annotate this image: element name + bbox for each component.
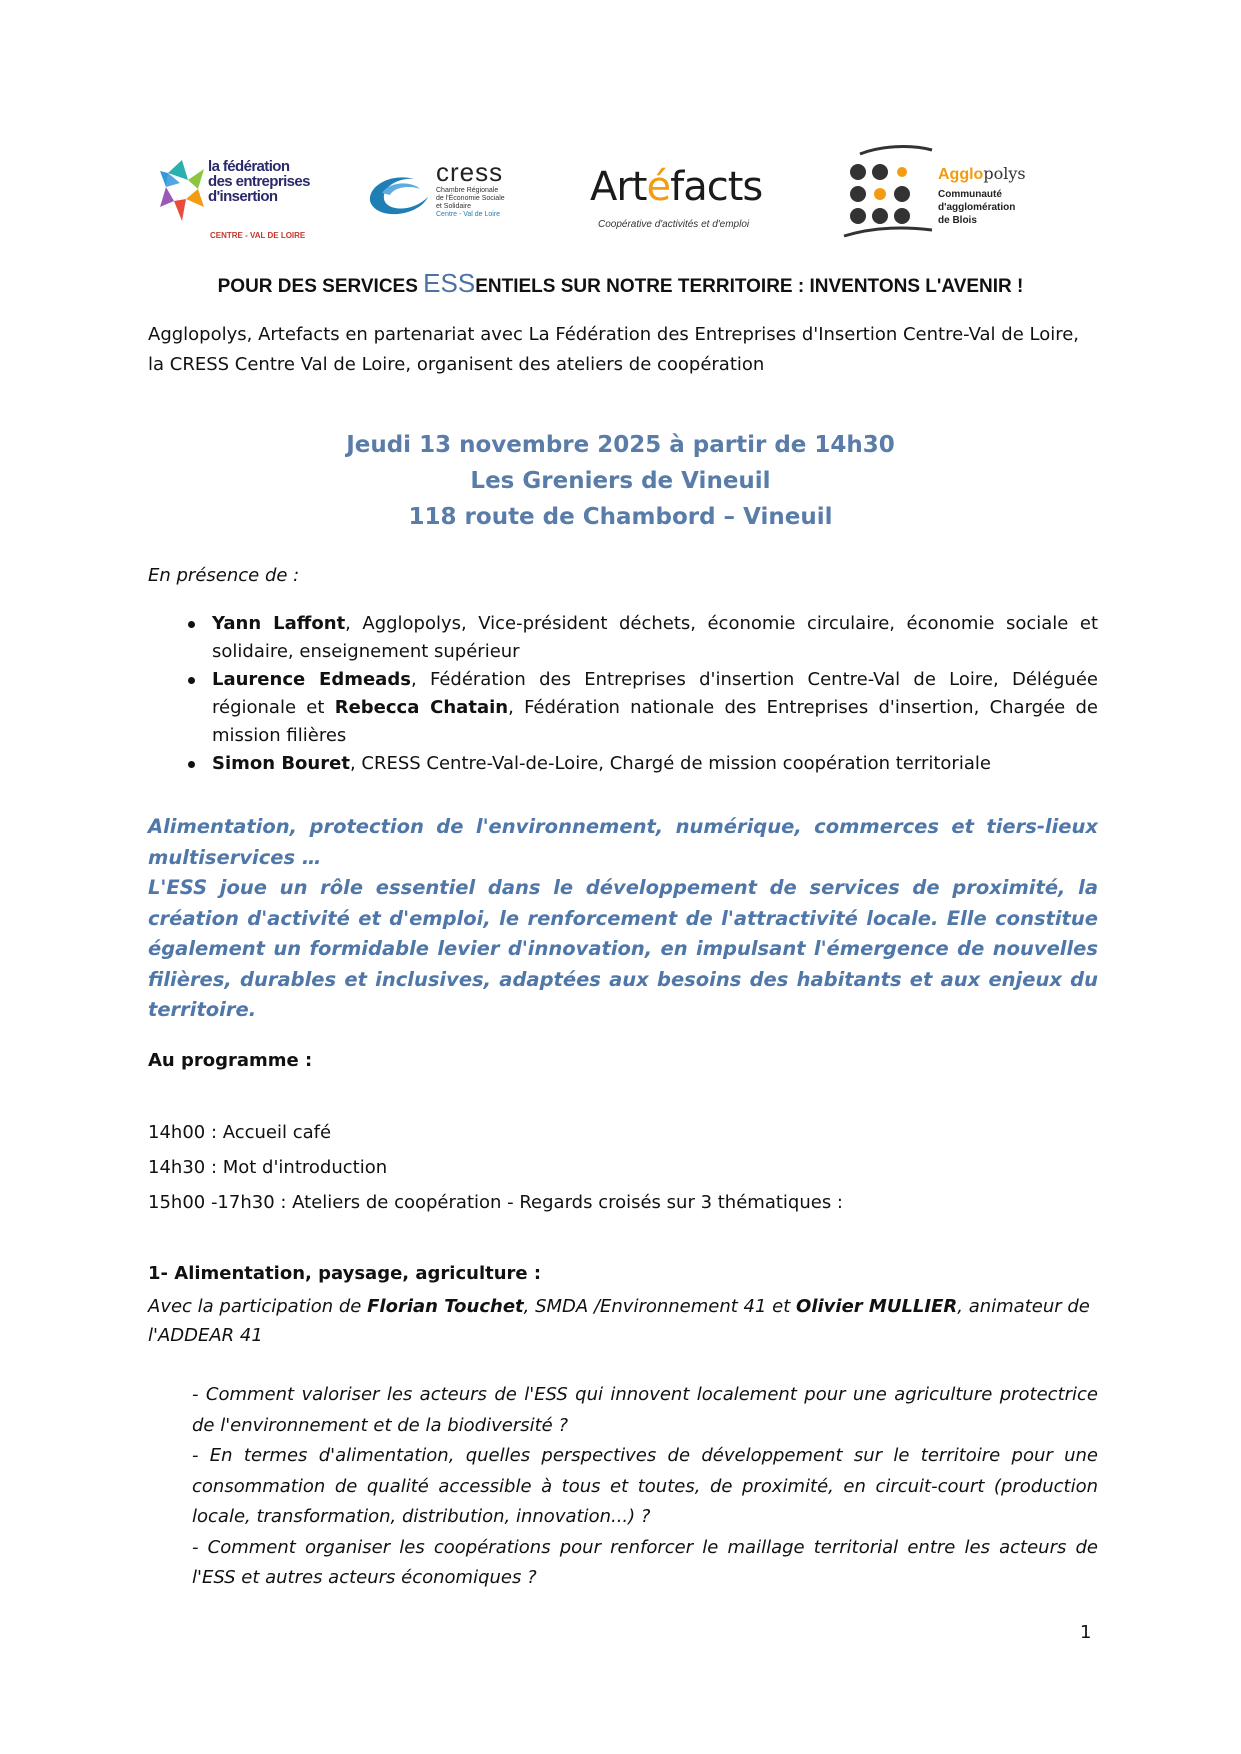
agglopolys-logo (840, 140, 1040, 240)
cress-logo (362, 157, 522, 233)
participant-item: Yann Laffont, Agglopolys, Vice-président déchets, économie circulaire, économie sociale et solidaire, enseignement supérieur (212, 610, 1098, 666)
theme-1-title: 1- Alimentation, paysage, agriculture : (148, 1263, 542, 1284)
artefacts-logo (590, 164, 763, 234)
bullet-icon (188, 761, 195, 768)
participant-item: Simon Bouret, CRESS Centre-Val-de-Loire, Chargé de mission coopération territoriale (212, 750, 1098, 778)
agglopolys-subtitle: Communauté d'agglomération de Blois (938, 189, 1016, 226)
title-ess-highlight: ESS (423, 268, 476, 298)
federation-name: la fédération des entreprises d'insertion (208, 158, 310, 205)
participant-item: Laurence Edmeads, Fédération des Entreprises d'insertion Centre-Val de Loire, Déléguée régionale et Rebecca Chatain, Fédération nationale des Entreprises d'insertion, Chargée de mission filières (212, 666, 1098, 750)
schedule-item: 14h30 : Mot d'introduction (148, 1157, 388, 1178)
programme-schedule (148, 1115, 1098, 1220)
bullet-icon (188, 621, 195, 628)
event-details (140, 427, 1101, 535)
question-item: - En termes d'alimentation, quelles perspectives de développement sur le territoire pour une consommation de qualité accessible à tous et toutes, de proximité, en circuit-court (production locale, transformation, distribution, innovation...) ? (192, 1445, 1098, 1527)
cress-name: cress (436, 157, 504, 187)
schedule-item: 14h00 : Accueil café (148, 1122, 332, 1143)
presence-label: En présence de : (148, 565, 300, 586)
theme-1-questions (192, 1380, 1098, 1594)
intro-paragraph: Agglopolys, Artefacts en partenariat avec La Fédération des Entreprises d'Insertion Centre-Val de Loire, la CRESS Centre Val de Loire, organisent des ateliers de coopération (148, 324, 1080, 375)
event-venue: Les Greniers de Vineuil (470, 468, 771, 494)
event-date: Jeudi 13 novembre 2025 à partir de 14h30 (346, 432, 895, 458)
question-item: - Comment valoriser les acteurs de l'ESS qui innovent localement pour une agriculture protectrice de l'environnement et de la biodiversité ? (192, 1384, 1098, 1436)
cress-swirl-icon (362, 163, 434, 223)
ess-description: Alimentation, protection de l'environnement, numérique, commerces et tiers-lieux multiservices … L'ESS joue un rôle essentiel dans le développement de services de proximité, la création d'activité et d'emploi, le renforcement de l'attractivité locale. Elle constitue également un formidable levier d'innovation, en impulsant l'émergence de nouvelles filières, durables et inclusives, adaptées aux besoins des habitants et aux enjeux du territoire. (148, 815, 1098, 1021)
cress-subtitle: Chambre Régionale de l'Économie Sociale et Solidaire Centre - Val de Loire (436, 187, 505, 218)
artefacts-name: Artéfacts (590, 164, 763, 210)
schedule-item: 15h00 -17h30 : Ateliers de coopération - Regards croisés sur 3 thématiques : (148, 1192, 843, 1213)
theme-1-participation: Avec la participation de Florian Touchet, SMDA /Environnement 41 et Olivier MULLIER, animateur de l'ADDEAR 41 (148, 1296, 1090, 1346)
federation-region: CENTRE - VAL DE LOIRE (210, 231, 306, 240)
page-number: 1 (1080, 1622, 1092, 1643)
programme-title: Au programme : (148, 1050, 313, 1071)
question-item: - Comment organiser les coopérations pour renforcer le maillage territorial entre les acteurs de l'ESS et autres acteurs économiques ? (192, 1536, 1098, 1588)
federation-star-icon (158, 155, 206, 225)
federation-logo (158, 155, 310, 240)
agglopolys-dots-icon (840, 140, 936, 240)
bullet-icon (188, 677, 195, 684)
agglopolys-name: Agglopolys (938, 164, 1026, 183)
artefacts-tagline: Coopérative d'activités et d'emploi (598, 219, 750, 230)
partner-logos (0, 140, 1241, 260)
event-address: 118 route de Chambord – Vineuil (408, 504, 833, 530)
page-title: POUR DES SERVICES ESSENTIELS SUR NOTRE TERRITOIRE : INVENTONS L'AVENIR ! (217, 268, 1024, 298)
participants-list (212, 610, 1098, 778)
